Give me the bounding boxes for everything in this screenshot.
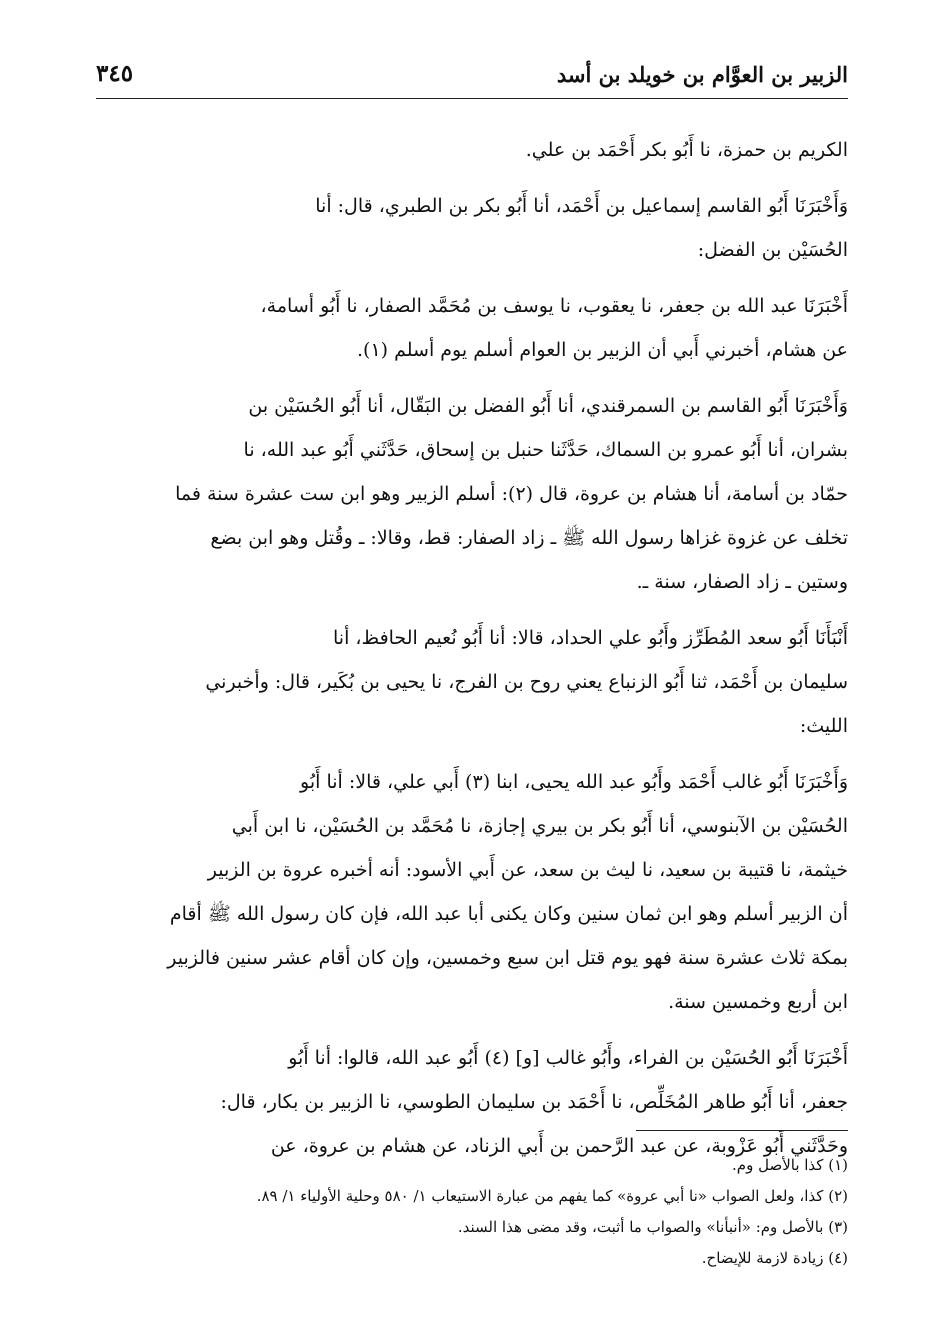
text-line: الحُسَيْن بن الفضل: (697, 239, 848, 261)
text-line: بشران، أنا أَبُو عمرو بن السماك، حَدَّثَنا حنبل بن إسحاق، حَدَّثَني أَبُو عبد الله، نا (243, 439, 848, 461)
text-line: الكريم بن حمزة، نا أَبُو بكر أَحْمَد بن علي. (525, 139, 848, 161)
page-header (96, 58, 848, 99)
footnote: (٣) بالأصل وم: «أنبأنا» والصواب ما أثبت، وقد مضى هذا السند. (457, 1218, 848, 1236)
running-title: الزبير بن العوَّام بن خويلد بن أسد (556, 62, 848, 87)
footnote: (٢) كذا، ولعل الصواب «نا أبي عروة» كما يفهم من عبارة الاستيعاب ١/ ٥٨٠ وحلية الأولياء ١/ ٨٩. (256, 1187, 848, 1205)
text-line: أَنْبَأَنَا أَبُو سعد المُطَرِّز وأَبُو علي الحداد، قالا: أنا أَبُو نُعيم الحافظ، أنا (333, 627, 848, 649)
text-line: تخلف عن غزوة غزاها رسول الله ﷺ ـ زاد الصفار: قط، وقالا: ـ وقُتل وهو ابن بضع (210, 527, 848, 549)
text-line: أَخْبَرَنَا عبد الله بن جعفر، نا يعقوب، نا يوسف بن مُحَمَّد الصفار، نا أَبُو أسامة، (260, 295, 848, 317)
text-line: وَأَخْبَرَنَا أَبُو القاسم بن السمرقندي، أنا أَبُو الفضل بن البَقّال، أنا أَبُو الحُسَيْن بن (248, 395, 848, 417)
body-text (96, 128, 848, 1168)
text-line: وستين ـ زاد الصفار، سنة ـ. (636, 571, 848, 593)
footnote-divider (636, 1130, 848, 1131)
text-line: الحُسَيْن بن الآبنوسي، أنا أَبُو بكر بن بيري إجازة، نا مُحَمَّد بن الحُسَيْن، نا ابن أَبي (231, 815, 848, 837)
page-number: ٣٤٥ (96, 60, 134, 87)
text-line: جعفر، أنا أَبُو طاهر المُخَلِّص، نا أَحْمَد بن سليمان الطوسي، نا الزبير بن بكار، قال: (220, 1091, 848, 1113)
text-line: أَخْبَرَنَا أَبُو الحُسَيْن بن الفراء، وأَبُو غالب [و] (٤) أَبُو عبد الله، قالوا: أنا أَبُو (288, 1047, 848, 1069)
text-line: الليث: (799, 715, 848, 737)
text-line: بمكة ثلاث عشرة سنة فهو يوم قتل ابن سبع وخمسين، وإن كان أقام عشر سنين فالزبير (167, 947, 848, 969)
text-line: سليمان بن أَحْمَد، ثنا أَبُو الزنباع يعني روح بن الفرج، نا يحيى بن بُكَير، قال: وأخبرني (205, 671, 848, 693)
text-line: وَأَخْبَرَنَا أَبُو غالب أَحْمَد وأَبُو عبد الله يحيى، ابنا (٣) أَبي علي، قالا: أنا أَبُو (300, 771, 848, 793)
text-line: وحَدَّثَني أَبُو عَزْوبة، عن عبد الرَّحمن بن أَبي الزناد، عن هشام بن عروة، عن (270, 1135, 848, 1157)
text-line: أن الزبير أسلم وهو ابن ثمان سنين وكان يكنى أبا عبد الله، فإن كان رسول الله ﷺ أقام (169, 903, 848, 925)
text-line: خيثمة، نا قتيبة بن سعيد، نا ليث بن سعد، عن أَبي الأسود: أنه أخبره عروة بن الزبير (207, 859, 848, 881)
footnotes (96, 1150, 848, 1274)
footnote: (٤) زيادة لازمة للإيضاح. (701, 1249, 848, 1267)
text-line: عن هشام، أخبرني أَبي أن الزبير بن العوام أسلم يوم أسلم (١). (356, 339, 848, 361)
text-line: ابن أربع وخمسين سنة. (668, 991, 848, 1013)
text-line: وَأَخْبَرَنَا أَبُو القاسم إسماعيل بن أَحْمَد، أنا أَبُو بكر بن الطبري، قال: أنا (315, 195, 848, 217)
footnote: (١) كذا بالأصل وم. (732, 1156, 848, 1174)
text-line: حمّاد بن أسامة، أنا هشام بن عروة، قال (٢): أسلم الزبير وهو ابن ست عشرة سنة فما (175, 483, 848, 505)
